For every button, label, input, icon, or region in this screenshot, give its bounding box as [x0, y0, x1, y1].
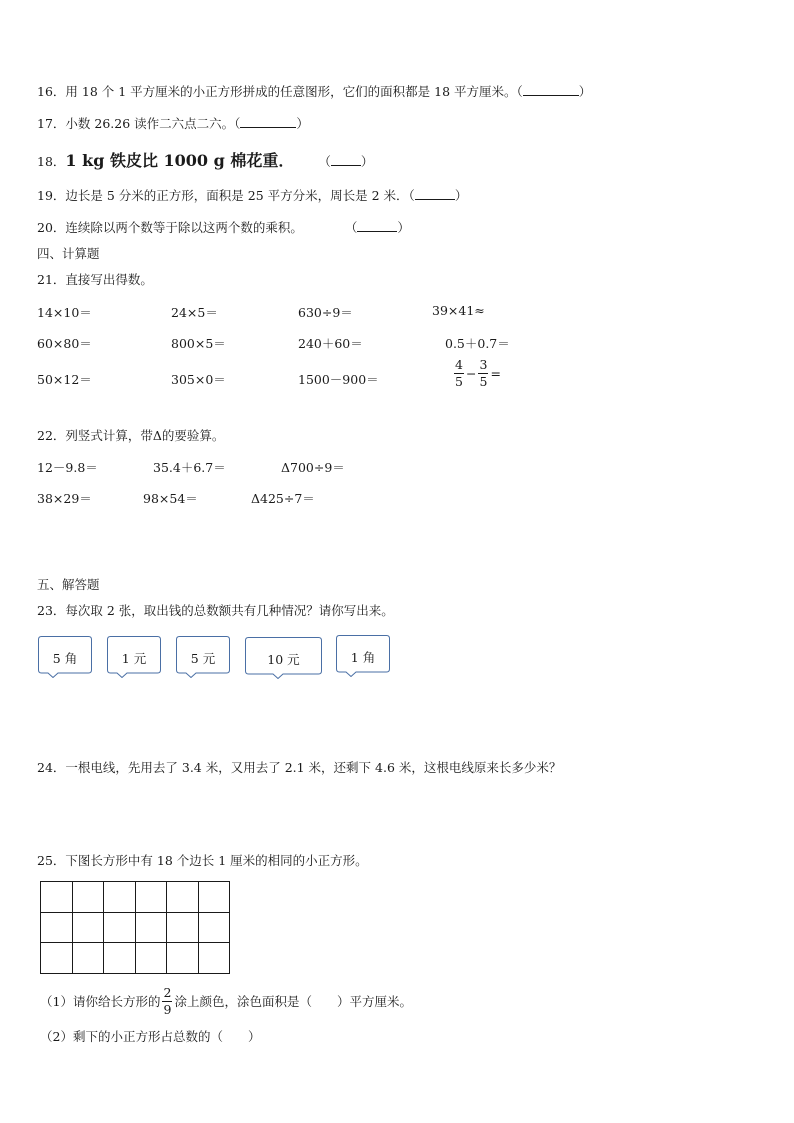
note-label: 10 元 — [267, 652, 300, 667]
bracket-close: ） — [454, 188, 468, 203]
grid-cell[interactable] — [104, 882, 136, 913]
question-number: 16． — [37, 84, 66, 99]
sub-question-text: （1）请你给长方形的 — [40, 993, 161, 1009]
question-text: 用 18 个 1 平方厘米的小正方形拼成的任意图形，它们的面积都是 18 平方厘米。（ — [65, 84, 523, 99]
question-23-title: 23．每次取 2 张，取出钱的总数额共有几种情况？请你写出来。 — [37, 603, 394, 618]
grid-cell[interactable] — [41, 912, 73, 943]
grid-cell[interactable] — [41, 882, 73, 913]
question-25-sub-1 — [40, 986, 412, 1017]
fraction-expression — [454, 358, 501, 389]
grid-cell[interactable] — [72, 912, 104, 943]
answer-blank[interactable] — [415, 187, 455, 200]
calc-item: 240＋60＝ — [298, 336, 363, 351]
grid-cell[interactable] — [135, 882, 167, 913]
grid-row — [41, 912, 230, 943]
money-note-1-yuan — [107, 636, 161, 678]
question-25-sub-2: （2）剩下的小正方形占总数的（ ） — [40, 1029, 261, 1044]
grid-cell[interactable] — [167, 943, 199, 974]
bracket-close: ） — [397, 220, 410, 235]
fraction-two-ninths — [162, 986, 172, 1017]
denominator: 9 — [163, 1002, 172, 1017]
grid-cell[interactable] — [104, 943, 136, 974]
calc-item: 305×0＝ — [171, 372, 226, 387]
calc-item: Δ425÷7＝ — [251, 491, 315, 506]
note-label: 1 元 — [121, 651, 147, 666]
question-number: 18． — [37, 154, 66, 169]
question-25-title: 25．下图长方形中有 18 个边长 1 厘米的相同的小正方形。 — [37, 853, 368, 868]
grid-cell[interactable] — [72, 882, 104, 913]
question-22-title: 22．列竖式计算，带Δ的要验算。 — [37, 428, 225, 443]
question-text: 1 kg 铁皮比 1000 g 棉花重． — [65, 151, 295, 170]
question-21-title: 21．直接写出得数。 — [37, 272, 153, 287]
numerator: 4 — [455, 357, 463, 372]
grid-cell[interactable] — [198, 882, 230, 913]
numerator: 2 — [163, 985, 172, 1000]
question-20 — [37, 219, 410, 236]
note-label: 5 角 — [52, 651, 78, 666]
calc-item: 98×54＝ — [143, 491, 198, 506]
grid-cell[interactable] — [167, 882, 199, 913]
question-24: 24．一根电线，先用去了 3.4 米，又用去了 2.1 米，还剩下 4.6 米，这根电线原来长多少米？ — [37, 760, 562, 775]
section-heading-word-problems: 五、解答题 — [37, 577, 100, 592]
bracket-open: （ — [318, 154, 331, 169]
question-16 — [37, 83, 591, 100]
calc-item: 0.5＋0.7＝ — [445, 336, 510, 351]
calc-item: 12－9.8＝ — [37, 460, 98, 475]
note-label: 5 元 — [190, 651, 216, 666]
calc-item: 1500－900＝ — [298, 372, 379, 387]
bracket-close: ） — [578, 84, 592, 99]
calc-item: 60×80＝ — [37, 336, 92, 351]
question-number: 19． — [37, 188, 66, 203]
bracket-open: （ — [344, 220, 358, 235]
question-17 — [37, 115, 309, 132]
answer-blank[interactable] — [357, 219, 397, 232]
money-note-5-jiao — [38, 636, 92, 678]
grid-row — [41, 882, 230, 913]
calc-item: Δ700÷9＝ — [281, 460, 345, 475]
money-note-1-jiao — [336, 635, 390, 677]
question-text: 小数 26.26 读作二六点二六。（ — [65, 116, 241, 131]
note-label: 1 角 — [350, 650, 376, 665]
grid-row — [41, 943, 230, 974]
square-grid — [40, 881, 230, 974]
grid-cell[interactable] — [198, 912, 230, 943]
grid-cell[interactable] — [41, 943, 73, 974]
question-text: 边长是 5 分米的正方形，面积是 25 平方分米，周长是 2 米．（ — [65, 188, 415, 203]
calc-item: 35.4＋6.7＝ — [153, 460, 226, 475]
calc-item: 800×5＝ — [171, 336, 226, 351]
grid-cell[interactable] — [135, 943, 167, 974]
numerator: 3 — [479, 357, 488, 372]
calc-item: 630÷9＝ — [298, 305, 353, 320]
sub-question-text: 涂上颜色，涂色面积是（ ）平方厘米。 — [174, 993, 412, 1009]
question-19 — [37, 187, 467, 204]
question-number: 17． — [37, 116, 66, 131]
bracket-close: ） — [360, 154, 374, 169]
calc-item: 50×12＝ — [37, 372, 92, 387]
grid-cell[interactable] — [72, 943, 104, 974]
equals-sign: = — [490, 366, 501, 381]
grid-cell[interactable] — [104, 912, 136, 943]
section-heading-calculation: 四、计算题 — [37, 246, 100, 261]
grid-cell[interactable] — [167, 912, 199, 943]
fraction — [454, 358, 464, 389]
answer-blank[interactable] — [331, 153, 361, 166]
minus-sign: − — [466, 366, 477, 381]
bracket-close: ） — [296, 116, 309, 131]
denominator: 5 — [455, 374, 463, 389]
question-text: 连续除以两个数等于除以这两个数的乘积。 — [65, 220, 303, 235]
calc-item: 38×29＝ — [37, 491, 92, 506]
answer-blank[interactable] — [523, 83, 579, 96]
answer-blank[interactable] — [240, 115, 296, 128]
fraction — [478, 358, 488, 389]
money-note-10-yuan — [245, 637, 322, 679]
question-number: 20． — [37, 220, 66, 235]
calc-item: 24×5＝ — [171, 305, 218, 320]
question-18 — [37, 148, 373, 171]
grid-cell[interactable] — [135, 912, 167, 943]
denominator: 5 — [479, 374, 488, 389]
grid-cell[interactable] — [198, 943, 230, 974]
money-note-5-yuan — [176, 636, 230, 678]
calc-item: 14×10＝ — [37, 305, 92, 320]
calc-item: 39×41≈ — [432, 303, 485, 318]
